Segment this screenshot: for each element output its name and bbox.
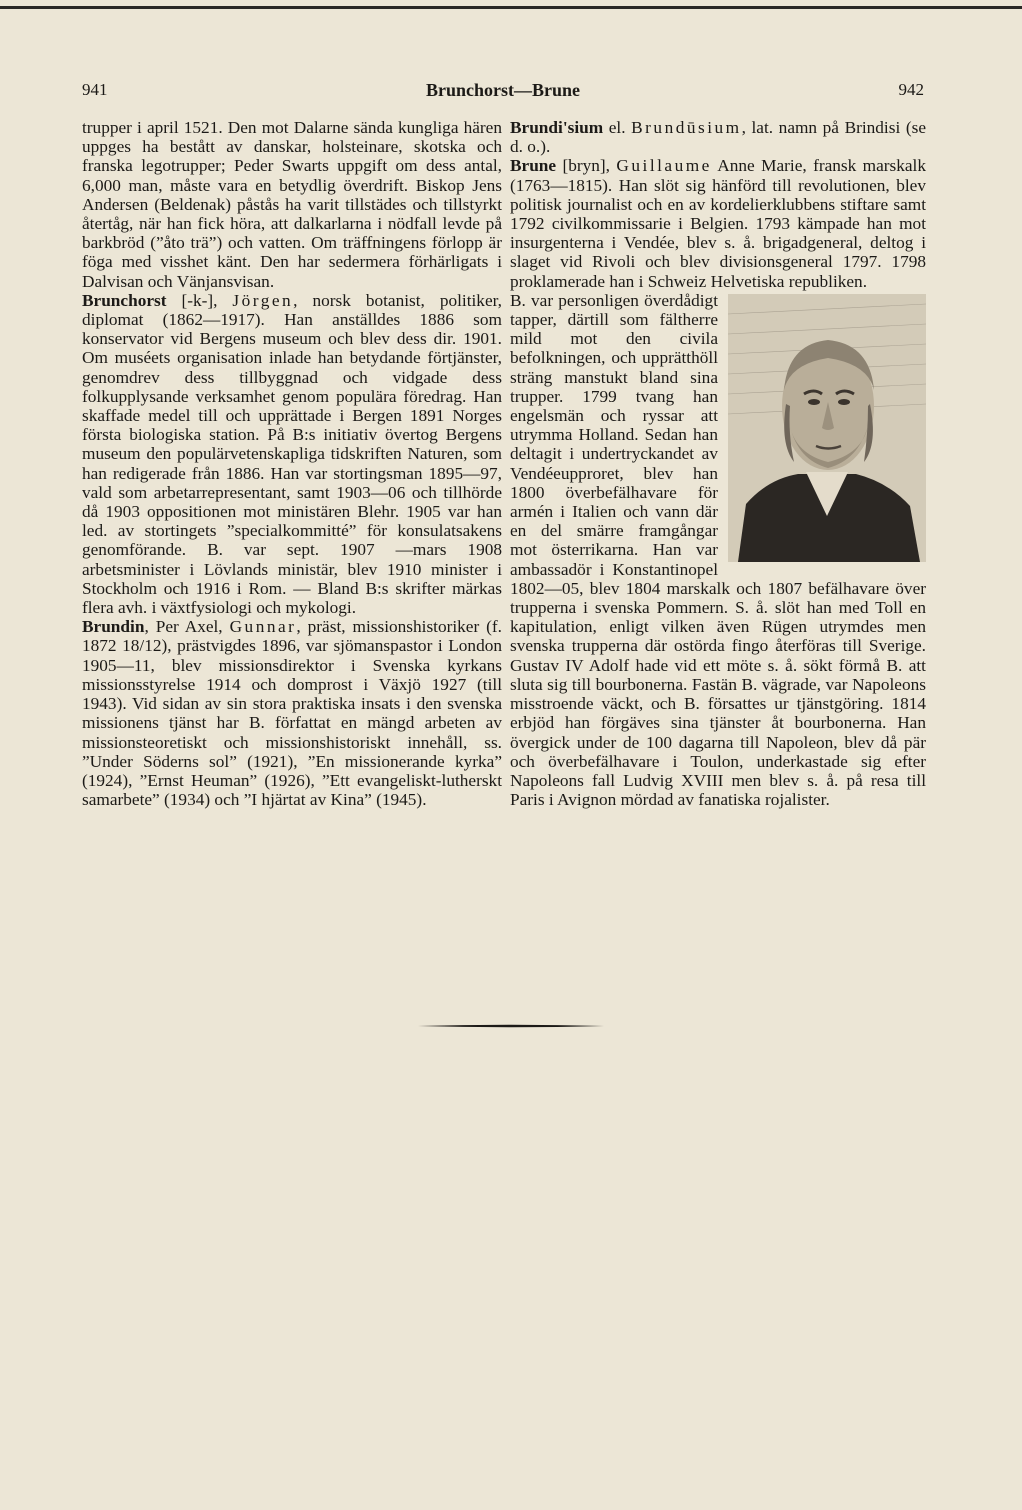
entry-text: Anne Marie, fransk marskalk (1763—1815). Han slöt sig hänförd till revolutionen, blev politisk journalist och en av kordelierklubbens stiftare samt 1792 civilkommissarie i Belgien. 1793 kämpade han mot insurgenterna i Vendée, blev s. å. brigadgeneral, deltog i slaget vid Rivoli och blev divisionsgeneral 1797. 1798 proklamerade han i Schweiz Helvetiska republiken. bbox=[510, 156, 926, 291]
headword-brunchorst: Brunchorst bbox=[82, 290, 167, 310]
headword-brundin: Brundin bbox=[82, 617, 145, 637]
entry-text: , präst, missionshistoriker (f. 1872 18/12), prästvigdes 1896, var sjömanspastor i London 1905—11, blev missionsdirektor i Svenska kyrkans missionsstyrelse 1914 och domprost i Växjö 1927 (till 1943). Vid sidan av sin stora praktiska insats i den svenska missionens tjänst har B. författat en mängd arbeten av missionsteoretiskt och missionshistoriskt innehåll, ss. ”Under Söderns sol” (1921), ”En missionerande kyrka” (1924), ”Ernst Heuman” (1926), ”Ett evangeliskt-lutherskt samarbete” (1934) och ”I hjärtat av Kina” (1945). bbox=[82, 617, 502, 810]
entry-brunchorst bbox=[82, 291, 502, 617]
entry-brundisium bbox=[510, 118, 926, 156]
left-column bbox=[82, 118, 502, 809]
continued-text: trupper i april 1521. Den mot Dalarne sända kungliga hären uppges ha bestått av danskar, holsteinare, skotska och franska legotrupper; Peder Swarts uppgift om dess antal, 6,000 man, måste vara en betydlig överdrift. Biskop Jens Andersen (Beldenak) påstås ha varit tillstädes och tillstyrkt återtåg, när han fick höra, att dalkarlarna i nödfall levde på barkbröd (”åto trä”) och vatten. Om träffningens förlopp är föga med visshet känt. Den har sedermera förhärligats i Dalvisan och Vänjansvisan. bbox=[82, 118, 502, 291]
running-header bbox=[82, 80, 924, 106]
spaced-name: Guillaume bbox=[616, 156, 712, 176]
entry-brundin bbox=[82, 617, 502, 809]
section-end-rule bbox=[418, 1024, 604, 1028]
page-number-left: 941 bbox=[82, 80, 108, 99]
entry-pre: [bryn], bbox=[556, 156, 617, 176]
top-edge-rule bbox=[0, 6, 1022, 9]
entry-pre: [-k-], bbox=[166, 290, 233, 310]
entry-text: B. var personligen överdådigt tapper, därtill som fältherre mild mot den civila befolkningen, och upprätthöll sträng manstukt bland sina trupper. 1799 tvang han engelsmän och ryssar att utrymma Holland. Sedan han deltagit i undertryckandet av Vendéeupproret, blev han 1800 överbefälhavare för armén i Italien och vann där en del smärre framgångar mot österrikarna. Han var ambassadör i Konstantinopel 1802—05, blev 1804 marskalk och 1807 befälhavare över trupperna i svenska Pommern. S. å. slöt han med Toll en kapitulation, enligt vilken även Rügen utrymdes men svenska trupperna där ostörda fingo återföras till Sverige. Gustav IV Adolf hade vid ett möte s. å. sökt förmå B. att sluta sig till bourbonerna. Fastän B. vägrade, var Napoleons misstroende väckt, och B. försattes ur tjänstgöring. 1814 erbjöd han förgäves sina tjänster åt bourbonerna. Han övergick under de 100 dagarna till Napoleon, blev då pär och överbefälhavare i Toulon, underkastade sig efter Napoleons fall Ludvig XVIII men blev s. å. på resa till Paris i Avignon mördad av fanatiska rojalister. bbox=[510, 290, 926, 810]
entry-brune bbox=[510, 156, 926, 290]
entry-brune-continued bbox=[510, 291, 926, 809]
portrait-engraving bbox=[728, 294, 926, 562]
spaced-name: Jörgen bbox=[232, 290, 294, 310]
entry-text: , norsk botanist, politiker, diplomat (1862—1917). Han anställdes 1886 som konservator vid Bergens museum och blev dess dir. 1901. Om muséets organisation inlade han betydande förtjänster, genomdrev dess tillbyggnad och vidgade dess folkupplysande verksamhet genom populära föredrag. Han skaffade medel till och upprättade i Bergen 1891 Norges första biologiska station. På B:s initiativ övertog Bergens museum den populärvetenskapliga tidskriften Naturen, som han redigerade från 1886. Han var stortingsman 1895—97, vald som arbetarrepresentant, samt 1903—06 och tillhörde då 1903 oppositionen mot ministären Blehr. 1905 var han led. av stortingets ”specialkommitté” för konsulatsakens genomförande. B. var sept. 1907 —mars 1908 arbetsminister i Lövlands ministär, blev 1910 minister i Stockholm och 1916 i Rom. — Bland B:s skrifter märkas flera avh. i växtfysiologi och mykologi. bbox=[82, 290, 502, 618]
entry-pre: , Per Axel, bbox=[144, 617, 230, 637]
entry-pre: el. bbox=[603, 118, 632, 137]
entry-text: , lat. namn på Brindisi (se d. o.). bbox=[510, 118, 926, 157]
right-column bbox=[510, 118, 926, 809]
spaced-name: Gunnar bbox=[229, 617, 297, 637]
headword-brune: Brune bbox=[510, 156, 557, 176]
page-number-right: 942 bbox=[898, 80, 924, 99]
spaced-name: Brundūsium bbox=[631, 118, 742, 137]
headword-brundisium: Brundi'sium bbox=[510, 118, 604, 137]
running-title: Brunchorst—Brune bbox=[425, 80, 580, 100]
